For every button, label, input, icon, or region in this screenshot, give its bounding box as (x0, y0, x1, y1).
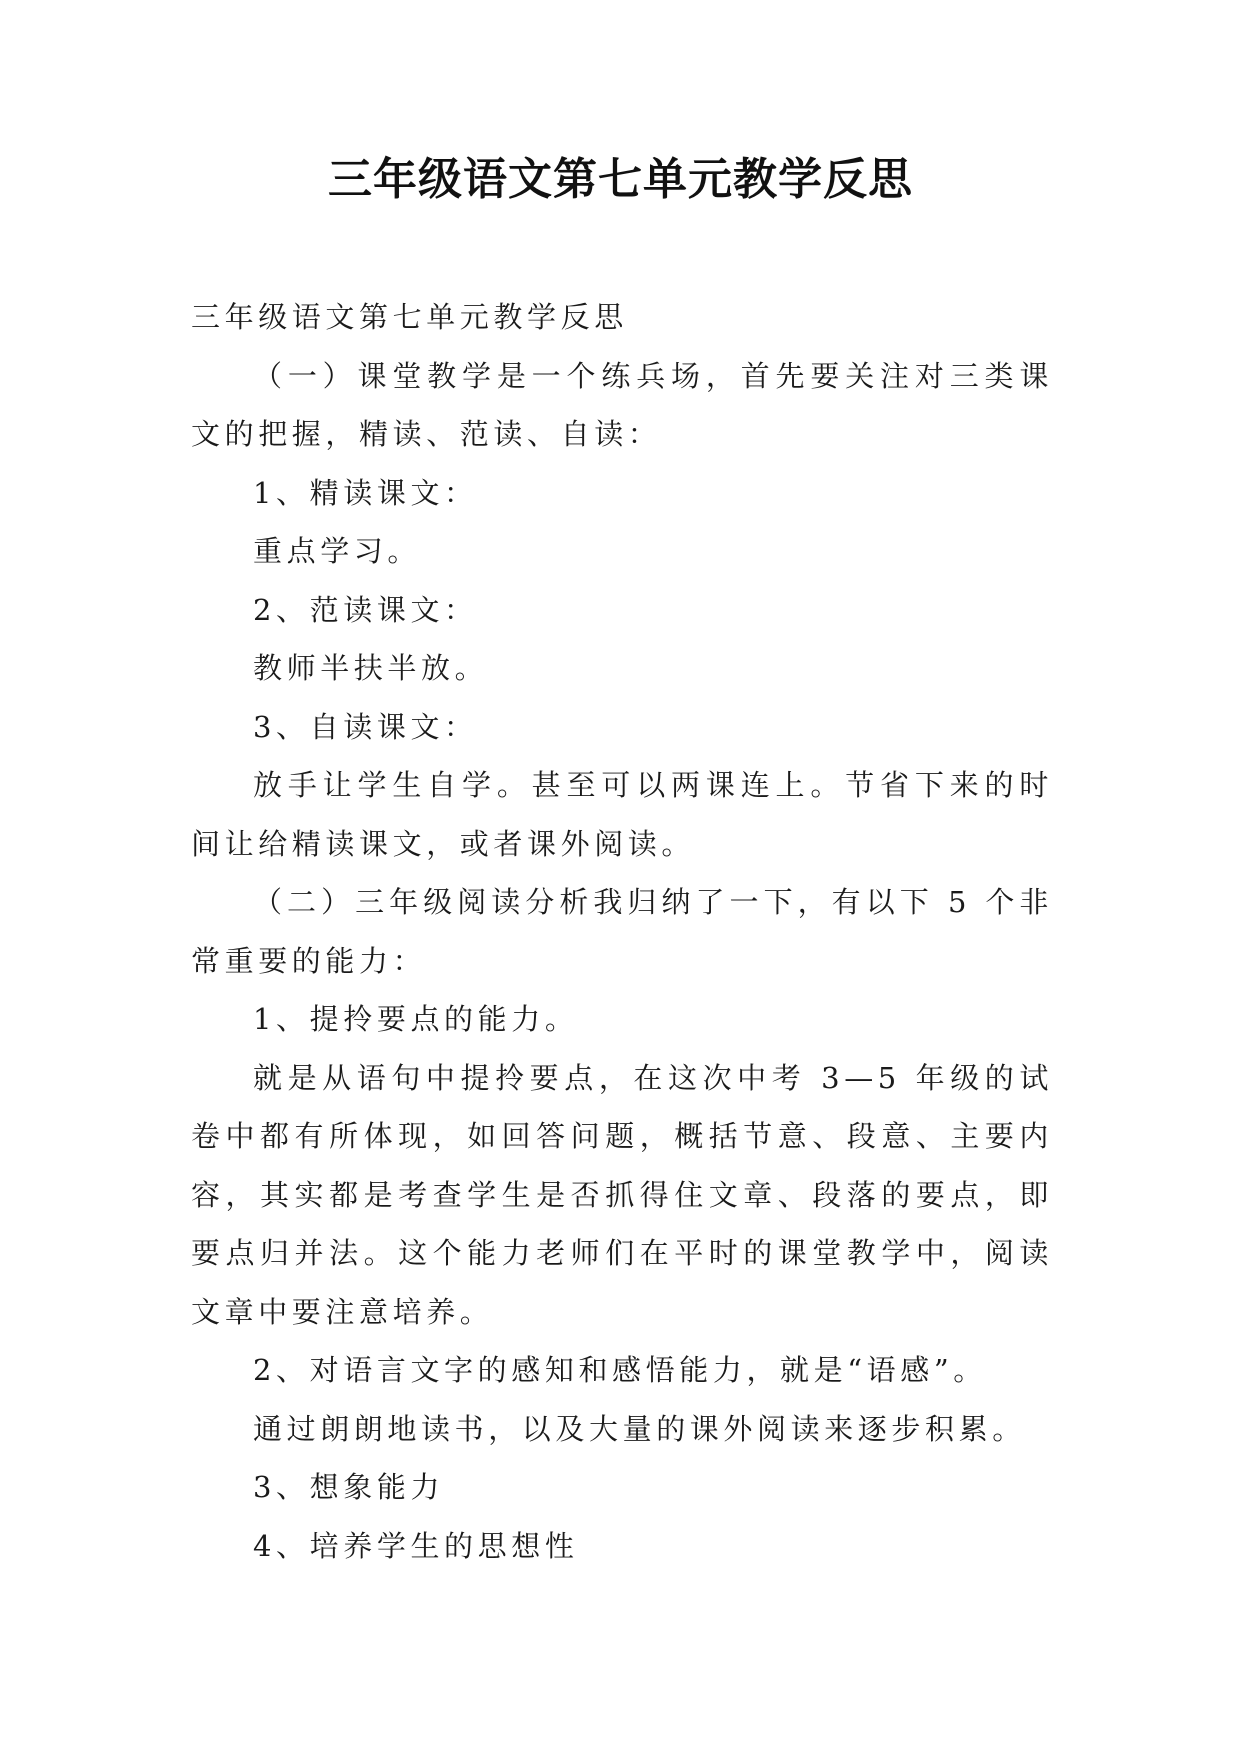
paragraph-model-reading-body: 教师半扶半放。 (253, 651, 489, 685)
paragraph-ability-two-heading: 2、对语言文字的感知和感悟能力，就是“语感”。 (253, 1353, 987, 1387)
paragraph-intensive-reading-heading: 1、精读课文： (253, 475, 478, 510)
document-subtitle: 三年级语文第七单元教学反思 (191, 300, 628, 334)
paragraph-ability-one-body: 就是从语句中提拎要点，在这次中考 3—5 年级的试卷中都有所体现，如回答问题，概括节意、段意、主要内容，其实都是考查学生是否抓得住文章、段落的要点，即要点归并法。这个能力老师们在平时的课堂教学中，阅读文章中要注意培养。 (191, 1060, 1053, 1329)
paragraph-ability-three-heading: 3、想象能力 (253, 1470, 445, 1504)
document-body (191, 288, 1053, 1575)
paragraph-self-reading-body: 放手让学生自学。甚至可以两课连上。节省下来的时间让给精读课文，或者课外阅读。 (191, 768, 1053, 861)
paragraph-section-one-intro: （一）课堂教学是一个练兵场，首先要关注对三类课文的把握，精读、范读、自读： (191, 358, 1053, 451)
paragraph-ability-four-heading: 4、培养学生的思想性 (253, 1528, 579, 1563)
page-title: 三年级语文第七单元教学反思 (328, 154, 913, 205)
paragraph-intensive-reading-body: 重点学习。 (253, 534, 422, 568)
paragraph-self-reading-heading: 3、自读课文： (253, 709, 478, 744)
paragraph-ability-one-heading: 1、提拎要点的能力。 (253, 1002, 579, 1036)
paragraph-ability-two-body: 通过朗朗地读书，以及大量的课外阅读来逐步积累。 (253, 1411, 1026, 1446)
paragraph-model-reading-heading: 2、范读课文： (253, 592, 478, 627)
paragraph-section-two-intro: （二）三年级阅读分析我归纳了一下，有以下 5 个非常重要的能力： (191, 885, 1053, 978)
